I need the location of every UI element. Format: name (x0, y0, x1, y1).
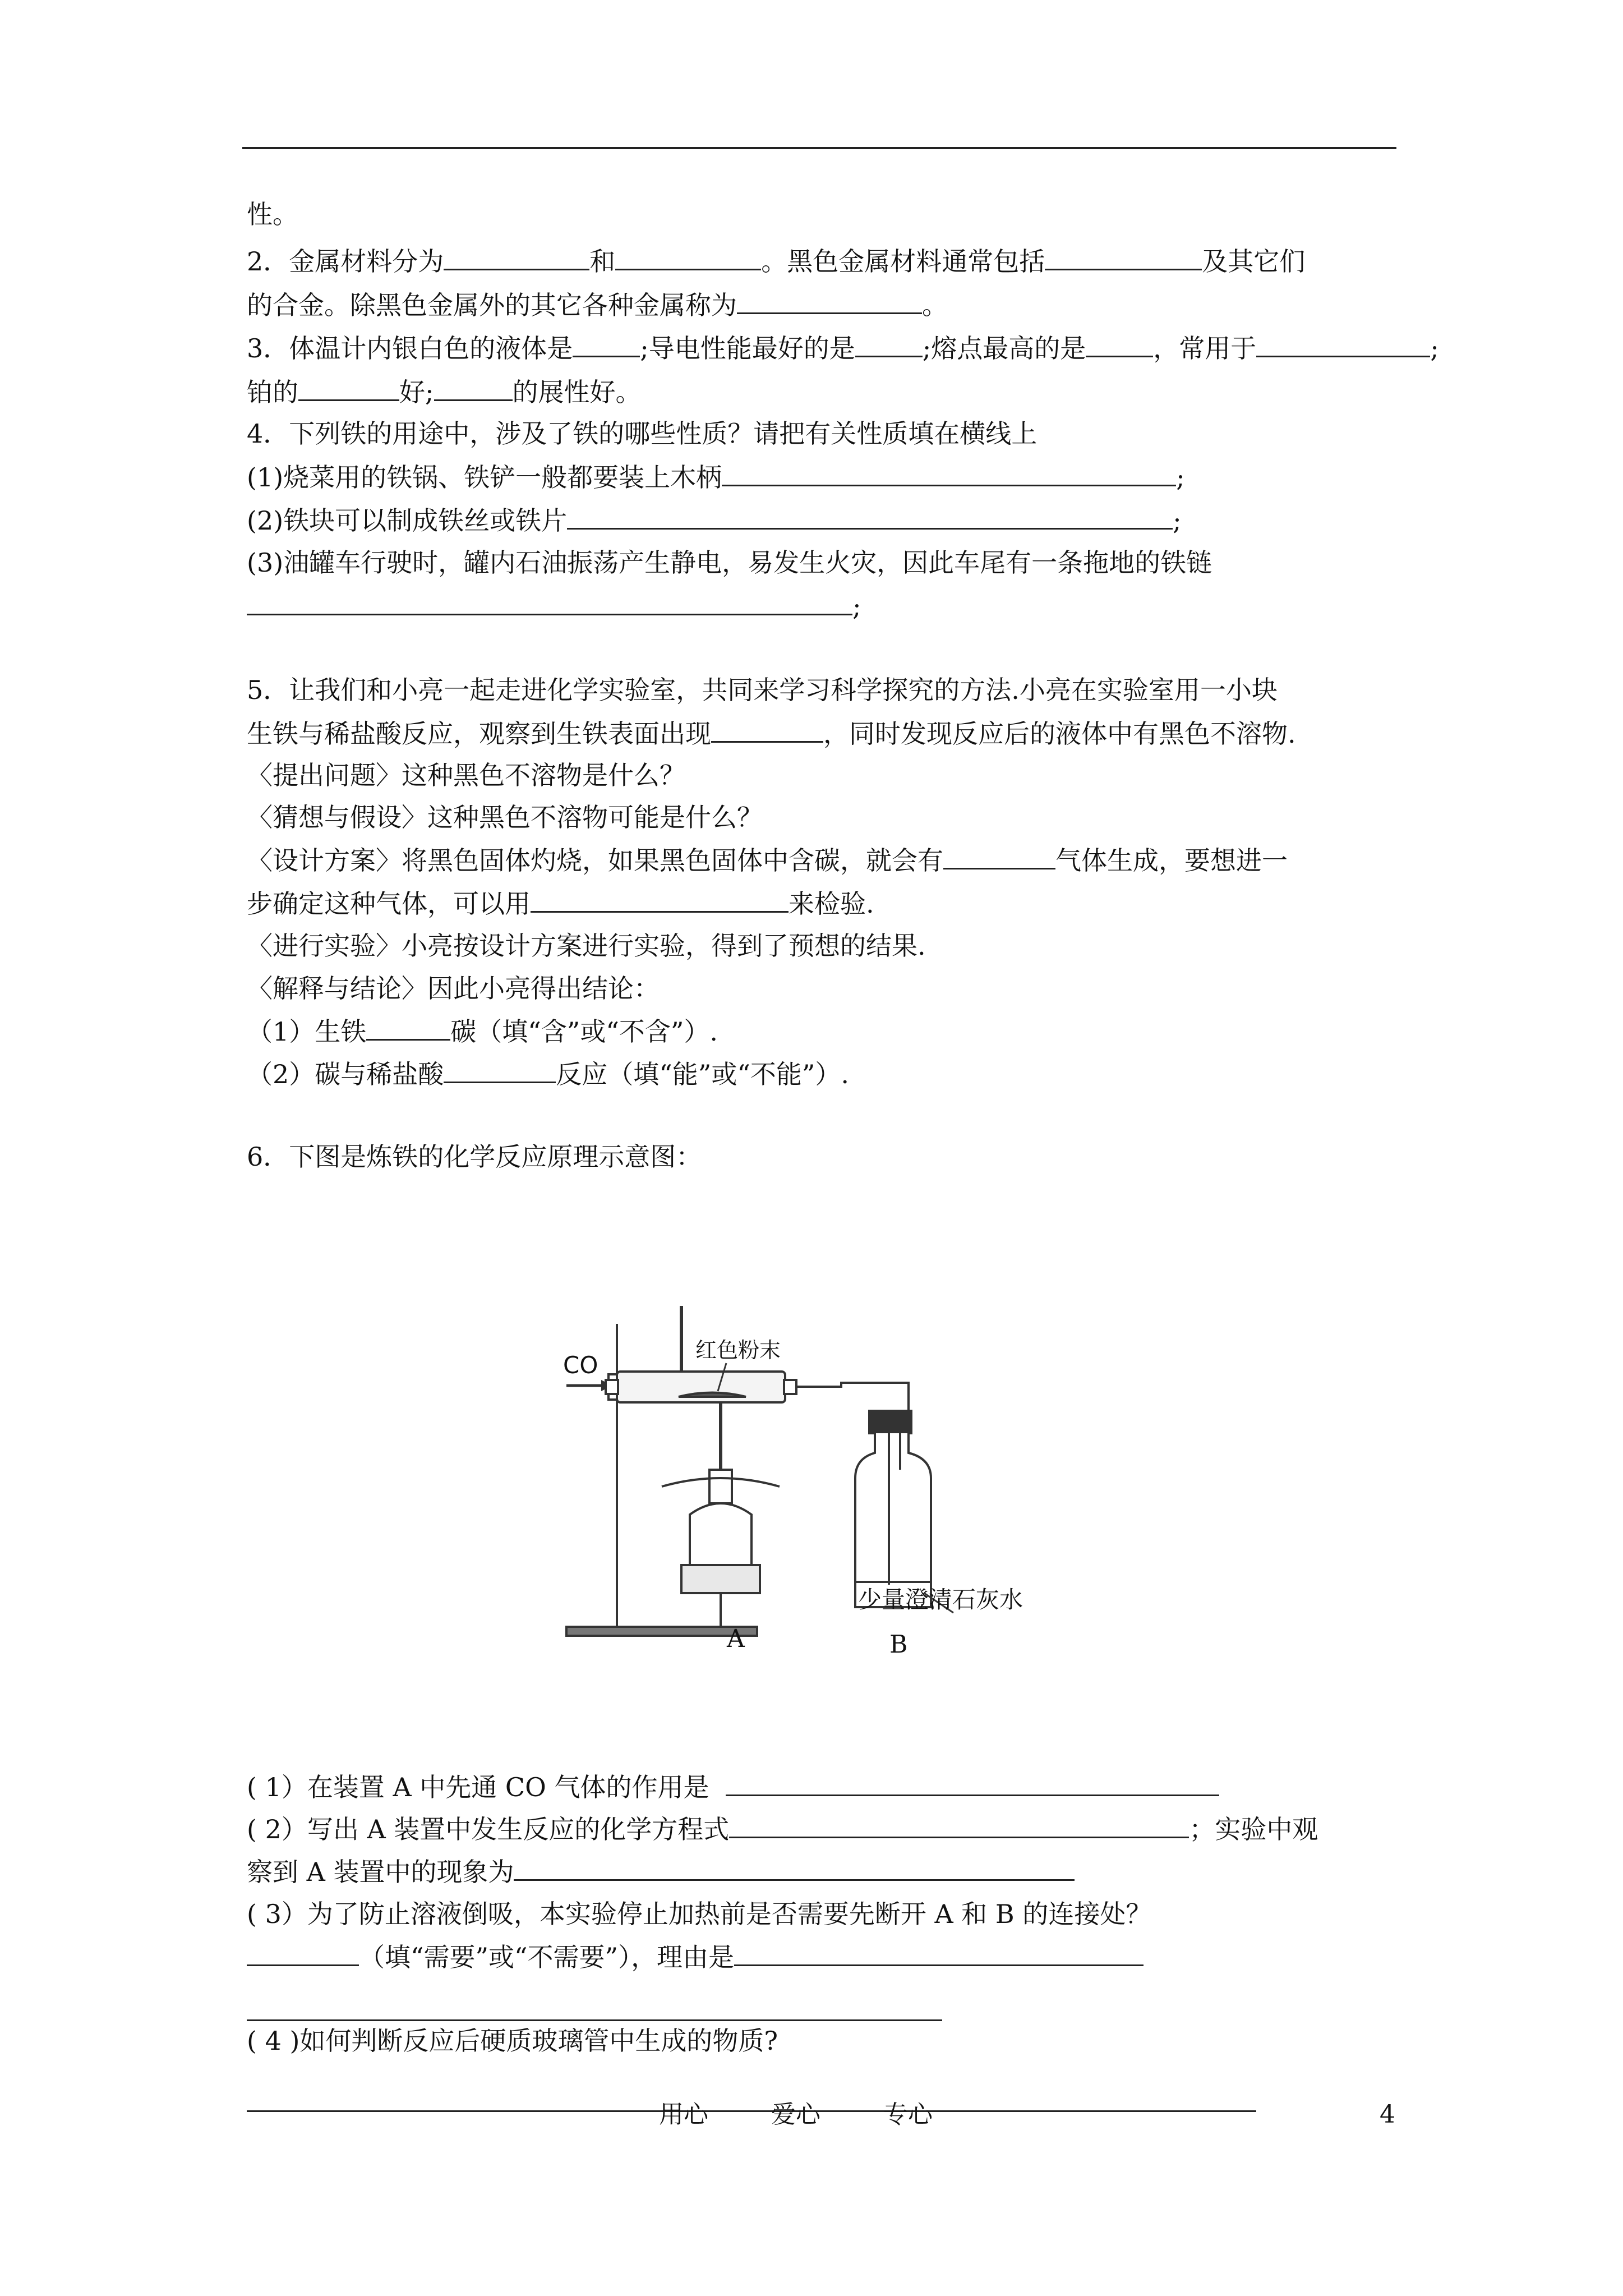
question-6: 6．下图是炼铁的化学反应原理示意图： (247, 1142, 702, 1172)
question-6-2: ( 2）写出 A 装置中发生反应的化学方程式 ；实验中观 (247, 1812, 1318, 1846)
footer-slogan-2: 爱心 (771, 2100, 820, 2129)
answer-blank[interactable] (729, 1812, 1189, 1838)
lamp-liquid (681, 1565, 760, 1593)
answer-blank[interactable] (514, 1855, 1075, 1881)
footer-slogan-1: 用心 (659, 2100, 708, 2129)
answer-blank[interactable] (943, 843, 1055, 869)
lamp-neck (709, 1470, 732, 1503)
answer-blank[interactable] (567, 503, 1173, 530)
answer-blank[interactable] (1045, 244, 1202, 270)
text-line: （1）生铁 碳（填“含”或“不含”）. (247, 1014, 718, 1048)
answer-blank[interactable] (737, 288, 922, 314)
answer-blank[interactable] (1256, 331, 1430, 357)
answer-blank[interactable] (855, 331, 923, 357)
answer-blank[interactable] (722, 460, 1176, 486)
answer-blank[interactable] (573, 331, 640, 357)
answer-blank[interactable] (726, 1770, 1219, 1796)
answer-blank[interactable] (366, 1014, 450, 1041)
footer-slogan-3: 专心 (883, 2100, 933, 2129)
text-line: ; (247, 589, 861, 623)
text-line: 〈提出问题〉这种黑色不溶物是什么？ (247, 760, 685, 790)
text-line: 的合金。除黑色金属外的其它各种金属称为 。 (247, 288, 948, 322)
text-line: 察到 A 装置中的现象为 (247, 1855, 1075, 1889)
text-line: 步确定这种气体，可以用 来检验. (247, 886, 874, 921)
question-2: 2．金属材料分为 和 。黑色金属材料通常包括 及其它们 (247, 244, 1305, 278)
text-line: (3)油罐车行驶时，罐内石油振荡产生静电，易发生火灾，因此车尾有一条拖地的铁链 (247, 547, 1212, 578)
question-6-3: ( 3）为了防止溶液倒吸，本实验停止加热前是否需要先断开 A 和 B 的连接处？ (247, 1899, 1152, 1929)
text-line: 〈设计方案〉将黑色固体灼烧，如果黑色固体中含碳，就会有 气体生成，要想进一 (247, 843, 1288, 877)
limewater-label: 少量澄清石灰水 (858, 1586, 1023, 1613)
text-line: 〈猜想与假设〉这种黑色不溶物可能是什么？ (247, 802, 763, 832)
answer-blank[interactable] (1086, 331, 1153, 357)
header-rule (242, 147, 1396, 149)
answer-blank[interactable] (434, 375, 513, 401)
co-label: CO (563, 1351, 598, 1379)
text-line: 〈解释与结论〉因此小亮得出结论： (247, 973, 660, 1004)
powder-label: 红色粉末 (695, 1338, 781, 1363)
text-line: （2）碳与稀盐酸 反应（填“能”或“不能”）. (247, 1057, 849, 1091)
answer-blank[interactable] (444, 1057, 556, 1083)
answer-blank[interactable] (247, 589, 852, 615)
apparatus-b-label: B (889, 1630, 908, 1659)
answer-blank[interactable] (531, 886, 789, 913)
answer-blank[interactable] (298, 375, 399, 401)
stopper-left (606, 1380, 618, 1394)
text-line: 〈进行实验〉小亮按设计方案进行实验，得到了预想的结果. (247, 931, 926, 961)
alcohol-lamp (690, 1503, 751, 1570)
text-line: (1)烧菜用的铁锅、铁铲一般都要装上木柄 ; (247, 460, 1185, 494)
answer-blank[interactable] (444, 244, 589, 270)
question-3: 3．体温计内银白色的液体是 ;导电性能最好的是 ;熔点最高的是 ，常用于 ; (247, 331, 1439, 365)
answer-blank[interactable] (247, 1940, 359, 1966)
bottle-stopper (869, 1411, 911, 1433)
answer-blank[interactable] (615, 244, 761, 270)
answer-line[interactable] (247, 2019, 942, 2021)
text-line: (2)铁块可以制成铁丝或铁片 ; (247, 503, 1182, 537)
page-number: 4 (1380, 2100, 1395, 2129)
text-line: 性。 (247, 199, 298, 229)
question-6-1: ( 1）在装置 A 中先通 CO 气体的作用是 (247, 1770, 1219, 1804)
question-6-4: ( 4 )如何判断反应后硬质玻璃管中生成的物质? (247, 2026, 778, 2056)
stopper-right (784, 1380, 796, 1394)
text-line: 生铁与稀盐酸反应，观察到生铁表面出现 ，同时发现反应后的液体中有黑色不溶物. (247, 716, 1296, 751)
text-line: 铂的 好; 的展性好。 (247, 375, 642, 409)
question-4: 4．下列铁的用途中，涉及了铁的哪些性质？请把有关性质填在横线上 (247, 418, 1038, 449)
answer-blank[interactable] (734, 1940, 1144, 1966)
answer-line[interactable] (247, 2110, 1256, 2112)
text-line: （填“需要”或“不需要”），理由是 (247, 1940, 1144, 1974)
question-5: 5．让我们和小亮一起走进化学实验室，共同来学习科学探究的方法.小亮在实验室用一小块 (247, 675, 1278, 705)
answer-blank[interactable] (711, 716, 823, 743)
delivery-tube (796, 1383, 909, 1414)
apparatus-a-label: A (727, 1625, 745, 1653)
